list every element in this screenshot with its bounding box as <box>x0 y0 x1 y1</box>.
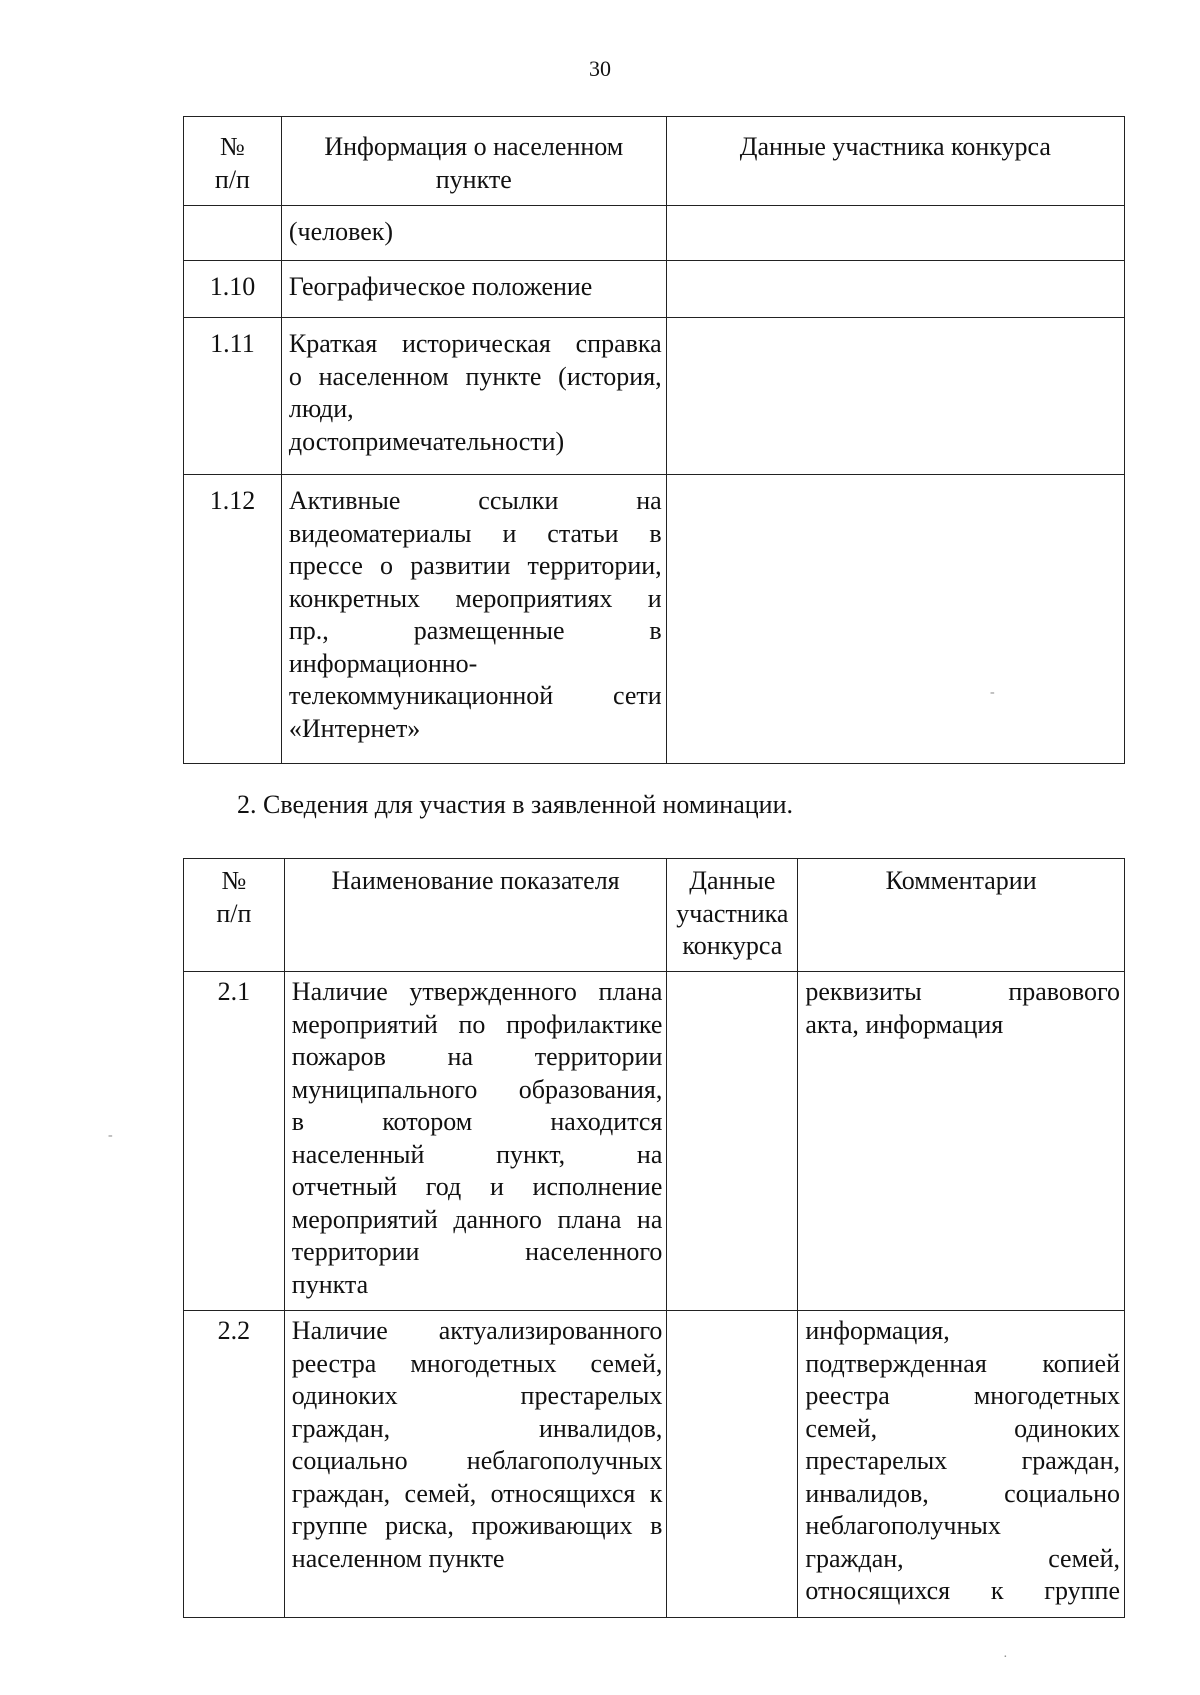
header-comments: Комментарии <box>798 859 1125 972</box>
name-line: Наличие актуализированного <box>291 1316 663 1345</box>
comment-line: граждан, семей, <box>805 1543 1120 1573</box>
name-line: территории населенного <box>291 1237 663 1266</box>
header-participant-data <box>667 859 798 972</box>
scan-speck: - <box>990 685 995 700</box>
header-line: пункте <box>435 164 512 194</box>
nomination-table <box>183 858 1125 1618</box>
name-line: населенном пункте <box>291 1543 505 1573</box>
header-number <box>184 117 282 206</box>
table-row <box>184 318 1125 475</box>
comment-line: информация, <box>805 1316 950 1345</box>
header-line: № <box>220 132 245 161</box>
info-line: (человек) <box>288 217 394 246</box>
info-line: о населенном пункте (история, <box>288 361 662 391</box>
row-comment <box>798 1311 1125 1618</box>
row-info <box>281 318 666 475</box>
row-info <box>281 206 666 261</box>
row-data-cell <box>666 261 1124 318</box>
table-row <box>184 1311 1125 1618</box>
comment-line: престарелых граждан, <box>805 1446 1120 1475</box>
comment-line: неблагополучных <box>805 1511 1001 1540</box>
comment-line: относящихся к группе <box>805 1576 1120 1605</box>
row-comment <box>798 972 1125 1311</box>
table-header-row <box>184 859 1125 972</box>
name-line: пункта <box>291 1269 369 1299</box>
comment-line: акта, информация <box>805 1009 1004 1039</box>
name-line: граждан, семей, относящихся к <box>291 1478 663 1508</box>
row-data-cell <box>666 318 1124 475</box>
name-line: мероприятий по профилактике <box>291 1009 663 1039</box>
info-line: прессе о развитии территории, <box>288 551 662 580</box>
row-data-cell <box>666 206 1124 261</box>
info-line: достопримечательности) <box>288 426 565 456</box>
header-line: участника <box>676 898 789 928</box>
scan-speck: - <box>108 1128 113 1143</box>
header-indicator-name: Наименование показателя <box>284 859 667 972</box>
scan-speck: · <box>1003 1650 1008 1665</box>
info-line: «Интернет» <box>288 713 421 743</box>
name-line: группе риска, проживающих в <box>291 1511 663 1540</box>
name-line: пожаров на территории <box>291 1042 663 1071</box>
header-number <box>184 859 285 972</box>
header-participant-data: Данные участника конкурса <box>666 117 1124 206</box>
row-data-cell <box>667 972 798 1311</box>
table-row <box>184 972 1125 1311</box>
row-number: 2.1 <box>184 972 285 1311</box>
table-row <box>184 261 1125 318</box>
info-line: Активные ссылки на <box>288 486 662 515</box>
header-line: п/п <box>216 898 252 928</box>
table-row <box>184 206 1125 261</box>
name-line: мероприятий данного плана на <box>291 1204 663 1234</box>
section-heading: 2. Сведения для участия в заявленной номинации. <box>237 790 793 819</box>
comment-line: семей, одиноких <box>805 1413 1120 1443</box>
row-number: 1.11 <box>184 318 282 475</box>
settlement-info-table <box>183 116 1125 764</box>
header-line: Информация о населенном <box>324 132 624 161</box>
name-line: муниципального образования, <box>291 1074 663 1104</box>
header-line: конкурса <box>682 931 783 960</box>
row-indicator-name <box>284 972 667 1311</box>
header-info <box>281 117 666 206</box>
name-line: Наличие утвержденного плана <box>291 977 663 1006</box>
row-indicator-name <box>284 1311 667 1618</box>
name-line: в котором находится <box>291 1107 663 1136</box>
info-line: Краткая историческая справка <box>288 329 662 358</box>
row-info <box>281 475 666 764</box>
header-line: п/п <box>214 164 250 194</box>
row-number <box>184 206 282 261</box>
table-row <box>184 475 1125 764</box>
comment-line: подтвержденная копией <box>805 1348 1120 1378</box>
name-line: реестра многодетных семей, <box>291 1348 663 1378</box>
row-number: 1.10 <box>184 261 282 318</box>
comment-line: реквизиты правового <box>805 977 1120 1006</box>
info-line: видеоматериалы и статьи в <box>288 518 662 548</box>
comment-line: инвалидов, социально <box>805 1478 1120 1508</box>
name-line: социально неблагополучных <box>291 1446 663 1475</box>
info-line: информационно- <box>288 648 478 678</box>
info-line: конкретных мероприятиях и <box>288 583 662 613</box>
info-line: люди, <box>288 394 354 423</box>
table-header-row <box>184 117 1125 206</box>
info-line: пр., размещенные в <box>288 616 662 645</box>
row-number: 2.2 <box>184 1311 285 1618</box>
header-line: № <box>221 866 247 895</box>
name-line: населенный пункт, на <box>291 1139 663 1169</box>
comment-line: реестра многодетных <box>805 1381 1120 1410</box>
info-line: Географическое положение <box>288 272 593 301</box>
info-line: телекоммуникационной сети <box>288 681 662 710</box>
name-line: отчетный год и исполнение <box>291 1172 663 1201</box>
row-data-cell <box>667 1311 798 1618</box>
row-data-cell <box>666 475 1124 764</box>
header-line: Данные <box>689 866 776 895</box>
row-number: 1.12 <box>184 475 282 764</box>
page-number: 30 <box>589 56 611 81</box>
name-line: граждан, инвалидов, <box>291 1413 663 1443</box>
name-line: одиноких престарелых <box>291 1381 663 1410</box>
row-info <box>281 261 666 318</box>
